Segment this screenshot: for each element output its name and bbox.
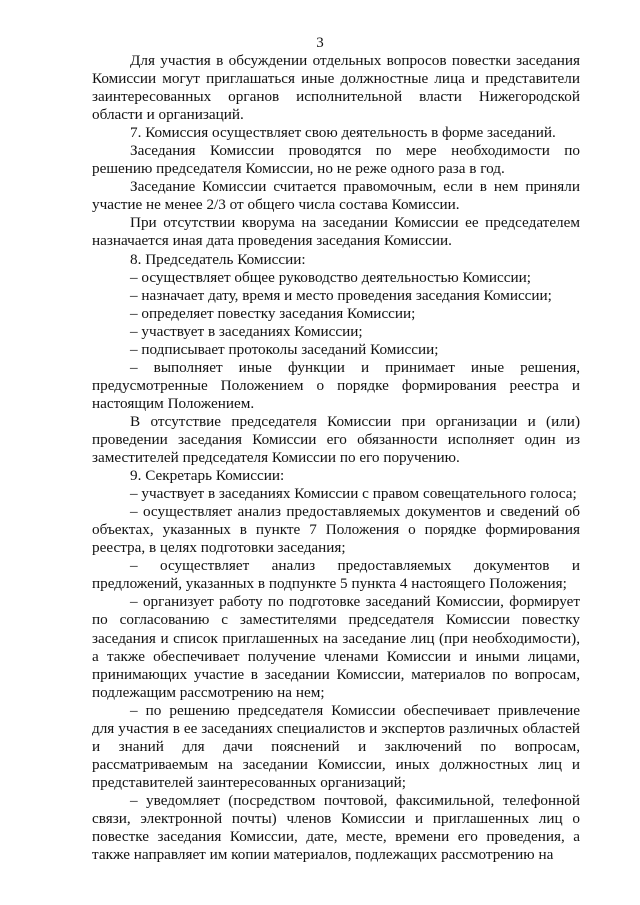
paragraph-quorum: Заседание Комиссии считается правомочным, если в нем приняли участие не менее 2/3 от общего числа состава Комиссии.	[92, 178, 580, 214]
secretary-duty-item: – осуществляет анализ предоставляемых документов и предложений, указанных в подпункте 5 пункта 4 настоящего Положения;	[92, 557, 580, 593]
secretary-duty-item: – участвует в заседаниях Комиссии с правом совещательного голоса;	[130, 485, 577, 503]
chairman-duty-item: – определяет повестку заседания Комиссии;	[130, 304, 416, 322]
chairman-duty-item: – подписывает протоколы заседаний Комиссии;	[130, 340, 439, 358]
paragraph-chairman-absence: В отсутствие председателя Комиссии при организации и (или) проведении заседания Комиссии его обязанности исполняет один из заместителей председателя Комиссии по его поручению.	[92, 412, 580, 467]
chairman-duty-item: – назначает дату, время и место проведения заседания Комиссии;	[130, 286, 552, 304]
chairman-duty-item: – выполняет иные функции и принимает иные решения, предусмотренные Положением о порядке формирования реестра и настоящим Положением.	[92, 358, 580, 412]
chairman-duty-item: – участвует в заседаниях Комиссии;	[130, 322, 363, 340]
paragraph-meetings-frequency: Заседания Комиссии проводятся по мере необходимости по решению председателя Комиссии, но не реже одного раза в год.	[92, 142, 580, 178]
paragraph-no-quorum: При отсутствии кворума на заседании Комиссии ее председателем назначается иная дата проведения заседания Комиссии.	[92, 214, 580, 250]
page-number: 3	[316, 35, 324, 51]
paragraph-participation: Для участия в обсуждении отдельных вопросов повестки заседания Комиссии могут приглашаться иные должностные лица и представители заинтересованных органов исполнительной власти Нижегородской области и организаций.	[92, 52, 580, 124]
secretary-duty-item: – по решению председателя Комиссии обеспечивает привлечение для участия в ее заседаниях специалистов и экспертов различных областей и знаний для дачи пояснений и заключений по вопросам, рассматриваемым на заседании Комиссии, иных должностных лиц и представителей заинтересованных организаций;	[92, 701, 580, 791]
chairman-duty-item: – осуществляет общее руководство деятельностью Комиссии;	[130, 268, 531, 286]
paragraph-7-heading: 7. Комиссия осуществляет свою деятельность в форме заседаний.	[130, 124, 556, 142]
secretary-duty-item: – уведомляет (посредством почтовой, факсимильной, телефонной связи, электронной почты) членов Комиссии и приглашенных лиц о повестке заседания Комиссии, дате, месте, времени его проведения, а также направляет им копии материалов, подлежащих рассмотрению на	[92, 791, 580, 864]
paragraph-8-heading: 8. Председатель Комиссии:	[130, 250, 306, 268]
secretary-duty-item: – организует работу по подготовке заседаний Комиссии, формирует по согласованию с заместителями председателя Комиссии повестку заседания и список приглашенных на заседание лиц (при необходимости), а также обеспечивает получение членами Комиссии и иными лицами, принимающих участие в заседании Комиссии, материалов по вопросам, подлежащим рассмотрению на нем;	[92, 593, 580, 701]
secretary-duty-item: – осуществляет анализ предоставляемых документов и сведений об объектах, указанных в пункте 7 Положения о порядке формирования реестра, в целях подготовки заседания;	[92, 503, 580, 557]
paragraph-9-heading: 9. Секретарь Комиссии:	[130, 467, 285, 485]
document-body	[92, 52, 580, 864]
